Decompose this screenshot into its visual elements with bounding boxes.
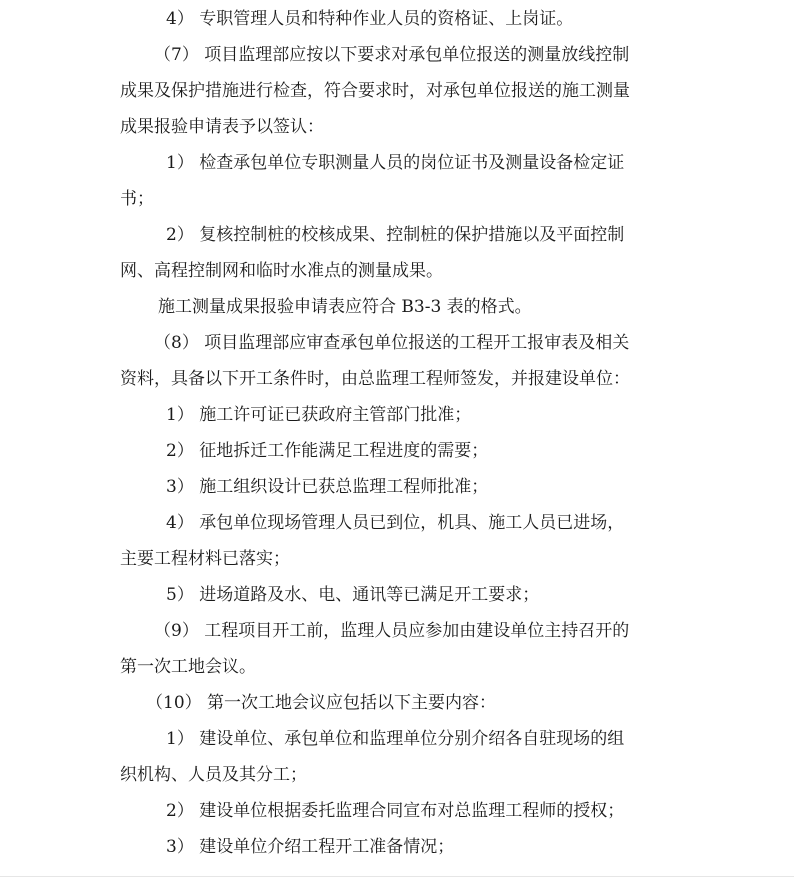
page-divider — [0, 876, 794, 877]
text-line: 成果及保护措施进行检查，符合要求时，对承包单位报送的施工测量 — [120, 81, 630, 101]
text-line: 网、高程控制网和临时水准点的测量成果。 — [120, 261, 443, 281]
text-line: 4） 承包单位现场管理人员已到位，机具、施工人员已进场， — [166, 513, 625, 533]
text-line: （8） 项目监理部应审查承包单位报送的工程开工报审表及相关 — [154, 333, 630, 353]
text-line: 5） 进场道路及水、电、通讯等已满足开工要求； — [166, 585, 540, 605]
text-line: 资料，具备以下开工条件时，由总监理工程师签发，并报建设单位： — [120, 369, 630, 389]
text-line: 1） 建设单位、承包单位和监理单位分别介绍各自驻现场的组 — [166, 729, 625, 749]
text-line: 施工测量成果报验申请表应符合 B3-3 表的格式。 — [158, 297, 532, 317]
text-line: 书； — [120, 189, 154, 209]
text-line: 2） 复核控制桩的校核成果、控制桩的保护措施以及平面控制 — [166, 225, 625, 245]
text-line: 第一次工地会议。 — [120, 657, 256, 677]
text-line: （7） 项目监理部应按以下要求对承包单位报送的测量放线控制 — [154, 45, 630, 65]
text-line: 3） 施工组织设计已获总监理工程师批准； — [166, 477, 489, 497]
text-line: 3） 建设单位介绍工程开工准备情况； — [166, 837, 455, 857]
text-line: （9） 工程项目开工前，监理人员应参加由建设单位主持召开的 — [154, 621, 630, 641]
text-line: 1） 施工许可证已获政府主管部门批准； — [166, 405, 472, 425]
text-line: 织机构、人员及其分工； — [120, 765, 307, 785]
text-line: 2） 建设单位根据委托监理合同宣布对总监理工程师的授权； — [166, 801, 625, 821]
text-line: 成果报验申请表予以签认： — [120, 117, 324, 137]
text-line: 1） 检查承包单位专职测量人员的岗位证书及测量设备检定证 — [166, 153, 625, 173]
text-line: 4） 专职管理人员和特种作业人员的资格证、上岗证。 — [166, 9, 574, 29]
text-line: （10） 第一次工地会议应包括以下主要内容： — [146, 693, 497, 713]
text-line: 主要工程材料已落实； — [120, 549, 290, 569]
text-line: 2） 征地拆迁工作能满足工程进度的需要； — [166, 441, 489, 461]
